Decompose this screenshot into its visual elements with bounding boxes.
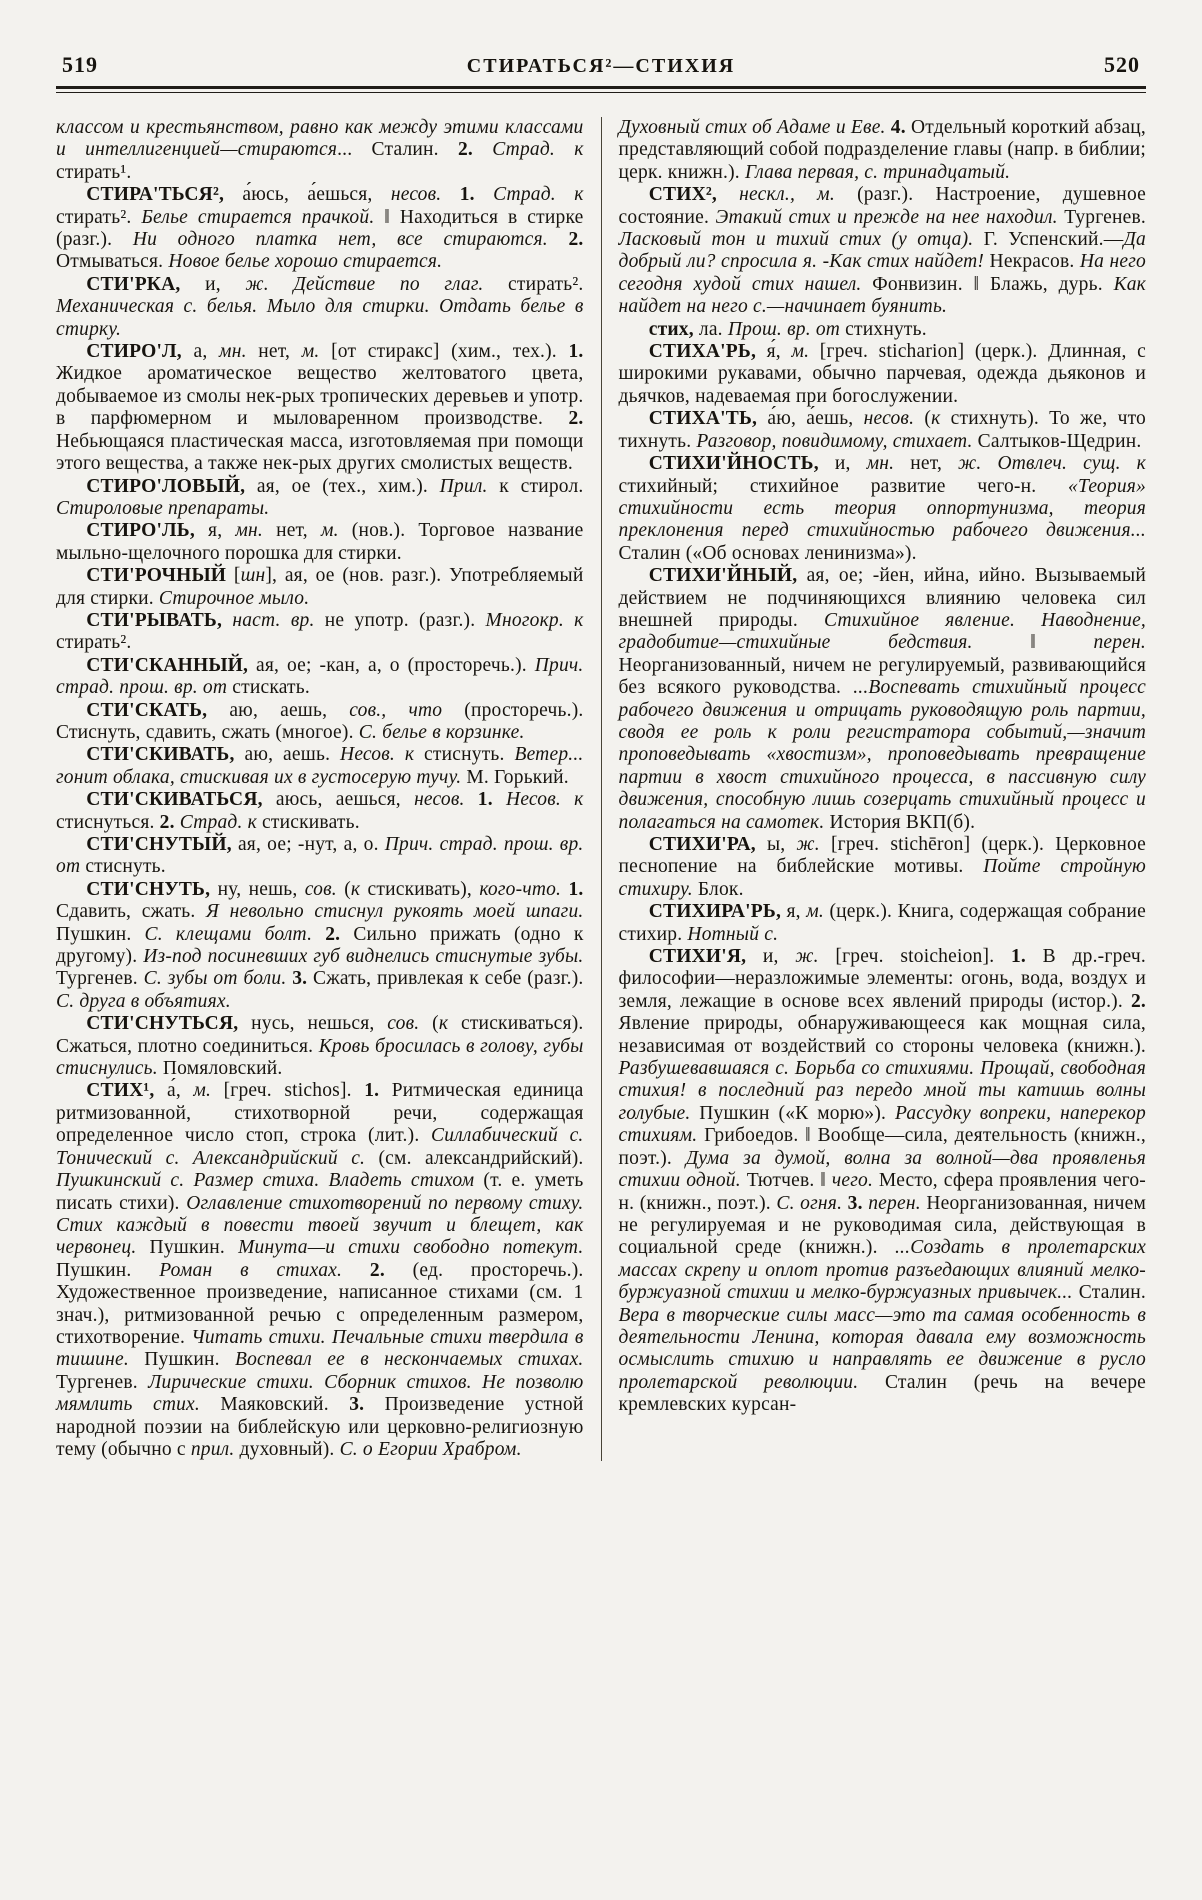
entry-stikh1: СТИХ¹, а́, м. [греч. stichos]. 1. Ритмическая единица ритмизованной, стихотворной речи, содержащая определенное число стоп, строка (лит.). Силлабический с. Тонический с. Александрийский с. (см. александрийский). Пушкинский с. Размер стиха. Владеть стихом (т. е. уметь писать стихи). Оглавление стихотворений по первому стиху. Стих каждый в повести твоей звучит и блещет, как червонец. Пушкин. Минута—и стихи свободно потекут. Пушкин. Роман в стихах. 2. (ед. просторечь.). Художественное произведение, написанное стихами (см. 1 знач.), ритмизованной речью с определенным размером, стихотворение. Читать стихи. Печальные стихи твердила в тишине. Пушкин. Воспевал ее в нескончаемых стихах. Тургенев. Лирические стихи. Сборник стихов. Не позволю мямлить стих. Маяковский. 3. Произведение устной народной поэзии на библейскую или церковно-религиозную тему (обычно с прил. духовный). С. о Егории Храбром. [56,1080,584,1460]
left-column [56,117,601,1461]
entry-stikhira: СТИХИ'РА, ы, ж. [греч. stichēron] (церк.). Церковное песнопение на библейские мотивы. Пойте стройную стихиру. Блок. [618,834,1146,900]
entry-stisnutsya: СТИ'СНУТЬСЯ, нусь, нешься, сов. (к стискиваться). Сжаться, плотно соединиться. Кровь бросилась в голову, губы стиснулись. Помяловский. [56,1013,584,1080]
entry-stikhirar: СТИХИРА'РЬ, я, м. (церк.). Книга, содержащая собрание стихир. Нотный с. [618,901,1146,945]
entry-stikhiynost: СТИХИ'ЙНОСТЬ, и, мн. нет, ж. Отвлеч. сущ. к стихийный; стихийное развитие чего-н. «Теория» стихийности есть теория оппортунизма, теория преклонения перед стихийностью рабочего движения... Сталин («Об основах ленинизма»). [618,453,1146,564]
text-columns [56,117,1146,1461]
page-number-left: 519 [62,52,98,77]
entry-stirol-2: СТИРО'ЛЬ, я, мн. нет, м. (нов.). Торговое название мыльно-щелочного порошка для стирки. [56,520,584,564]
entry-stirochnyy: СТИ'РОЧНЫЙ [шн], ая, ое (нов. разг.). Употребляемый для стирки. Стирочное мыло. [56,565,584,609]
entry-stisnutyy: СТИ'СНУТЫЙ, ая, ое; -нут, а, о. Прич. страд. прош. вр. от стиснуть. [56,834,584,878]
entry-stiratsya2: СТИРА'ТЬСЯ², а́юсь, а́ешься, несов. 1. Страд. к стирать². Белье стирается прачкой. ‖ Находиться в стирке (разг.). Ни одного платка нет, все стираются. 2. Отмываться. Новое белье хорошо стирается. [56,184,584,273]
right-column [602,117,1147,1461]
entry-stirka: СТИ'РКА, и, ж. Действие по глаг. стирать². Механическая с. белья. Мыло для стирки. Отдать белье в стирку. [56,273,584,340]
page-title: СТИРАТЬСЯ²—СТИХИЯ [466,55,736,77]
entry-stikh2: СТИХ², нескл., м. (разг.). Настроение, душевное состояние. Этакий стих и прежде на нее находил. Тургенев. Ласковый тон и тихий стих (у отца). Г. Успенский.—Да добрый ли? спросила я. -Как стих найдет! Некрасов. На него сегодня худой стих нашел. Фонвизин. ‖ Блажь, дурь. Как найдет на него с.—начинает буянить. [618,184,1146,318]
entry-stirol: СТИРО'Л, а, мн. нет, м. [от стиракс] (хим., тех.). 1. Жидкое ароматическое вещество желтоватого цвета, добываемое из смолы нек-рых тропических деревьев и употр. в парфюмерном и мыловаренном производстве. 2. Небьющаяся пластическая масса, изготовляемая при помощи этого вещества, а также нек-рых других смолистых веществ. [56,341,584,475]
entry-stisnut: СТИ'СНУТЬ, ну, нешь, сов. (к стискивать), кого-что. 1. Сдавить, сжать. Я невольно стиснул рукоять моей шпаги. Пушкин. С. клещами болт. 2. Сильно прижать (одно к другому). Из-под посиневших губ виднелись стиснутые зубы. Тургенев. С. зубы от боли. 3. Сжать, привлекая к себе (разг.). С. друга в объятиях. [56,878,584,1012]
entry-stiskivatsya: СТИ'СКИВАТЬСЯ, аюсь, аешься, несов. 1. Несов. к стиснуться. 2. Страд. к стискивать. [56,789,584,833]
entry-stiratsya1-continuation: классом и крестьянством, равно как между этими классами и интеллигенцией—стираются... Сталин. 2. Страд. к стирать¹. [56,117,584,183]
entry-stiskat: СТИ'СКАТЬ, аю, аешь, сов., что (просторечь.). Стиснуть, сдавить, сжать (многое). С. белье в корзинке. [56,699,584,743]
entry-stirolovyy: СТИРО'ЛОВЫЙ, ая, ое (тех., хим.). Прил. к стирол. Стироловые препараты. [56,475,584,519]
entry-stikhiya: СТИХИ'Я, и, ж. [греч. stoicheion]. 1. В др.-греч. философии—неразложимые элементы: огонь, вода, воздух и земля, лежащие в основе всех явлений природы (истор.). 2. Явление природы, обнаруживающееся как мощная сила, независимая от воздействий со стороны человека (книжн.). Разбушевавшаяся с. Борьба со стихиями. Прощай, свободная стихия! в последний раз передо мной ты катишь волны голубые. Пушкин («К морю»). Рассудку вопреки, наперекор стихиям. Грибоедов. ‖ Вообще—сила, деятельность (книжн., поэт.). Дума за думой, волна за волной—два проявленья стихии одной. Тютчев. ‖ чего. Место, сфера проявления чего-н. (книжн., поэт.). С. огня. 3. перен. Неорганизованная, ничем не регулируемая и не руководимая сила, действующая в социальной среде (книжн.). ...Создать в пролетарских массах скрепу и оплот против разъедающих влияний мелко-буржуазной стихии и мелко-буржуазных привычек... Сталин. Вера в творческие силы масс—это та самая особенность в деятельности Ленина, которая давала ему возможность осмыслить стихию и направлять ее движение в русло пролетарской революции. Сталин (речь на вечере кремлевских курсан- [618,946,1147,1416]
entry-stikhat: СТИХА'ТЬ, а́ю, а́ешь, несов. (к стихнуть). То же, что тихнуть. Разговор, повидимому, стихает. Салтыков-Щедрин. [618,408,1146,452]
page-number-right: 520 [1103,52,1140,77]
entry-stikh-past: стих, ла. Прош. вр. от стихнуть. [648,318,927,340]
entry-stikhar: СТИХА'РЬ, я́, м. [греч. sticharion] (церк.). Длинная, с широкими рукавами, обычно парчевая, одежда дьяконов и дьячков, надеваемая при богослужении. [618,341,1146,407]
entry-stiskivat: СТИ'СКИВАТЬ, аю, аешь. Несов. к стиснуть. Ветер... гонит облака, стискивая их в густосерую тучу. М. Горький. [56,744,584,788]
running-head [56,52,1146,86]
header-rule [56,86,1146,93]
entry-stiryvat: СТИ'РЫВАТЬ, наст. вр. не употр. (разг.). Многокр. к стирать². [56,609,584,654]
entry-stikh1-continuation: Духовный стих об Адаме и Еве. 4. Отдельный короткий абзац, представляющий собой подразделение главы (напр. в библии; церк. книжн.). Глава первая, с. тринадцатый. [618,117,1147,183]
entry-stiskannyy: СТИ'СКАННЫЙ, ая, ое; -кан, а, о (просторечь.). Прич. страд. прош. вр. от стискать. [56,654,584,699]
entry-stikhiynyy: СТИХИ'ЙНЫЙ, ая, ое; -йен, ийна, ийно. Вызываемый действием не подчиняющихся влиянию человека сил внешней природы. Стихийное явление. Наводнение, градобитие—стихийные бедствия. ‖ перен. Неорганизованный, ничем не регулируемый, развивающийся без всякого руководства. ...Воспевать стихийный процесс рабочего движения и отрицать руководящую роль партии, сводя ее роль к роли регистратора событий,—значит проповедывать «хвостизм», проповедывать превращение партии в хвост стихийного процесса, в пассивную силу движения, способную лишь созерцать стихийный процесс и полагаться на самотек. История ВКП(б). [618,565,1147,833]
